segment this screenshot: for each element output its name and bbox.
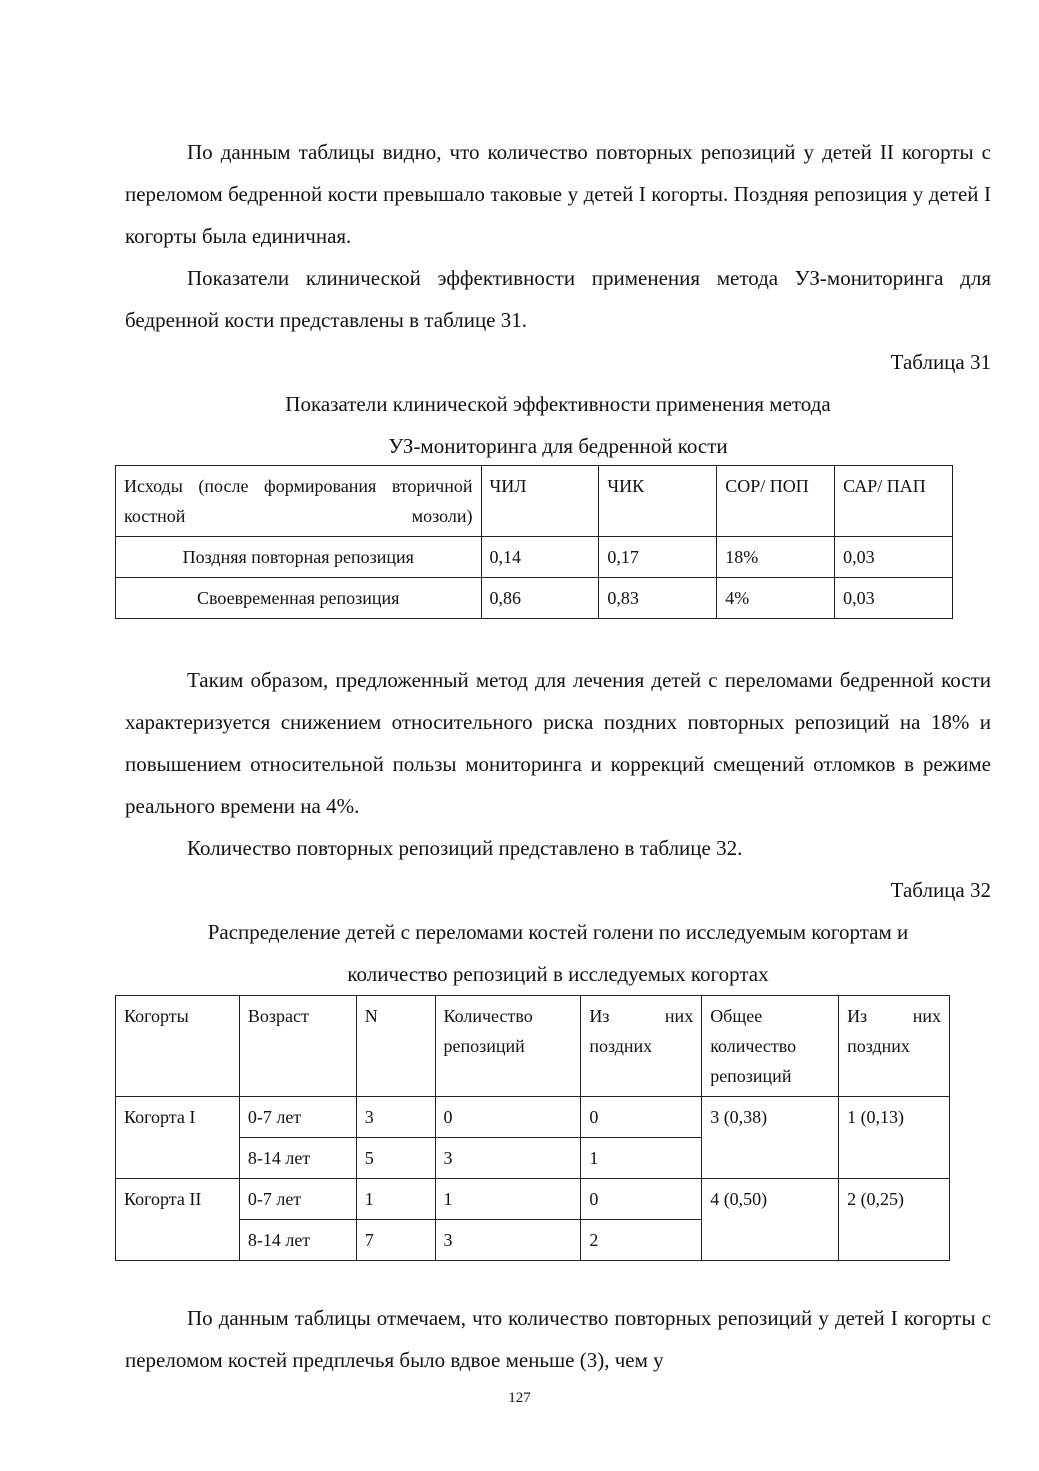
table-cell: 0,17 <box>599 537 717 578</box>
table-cell: Своевременная репозиция <box>116 578 482 619</box>
table-row <box>116 578 953 619</box>
table-cell: 8-14 лет <box>239 1220 356 1261</box>
table-cell: 3 <box>435 1220 581 1261</box>
table-header-cell: ЧИК <box>599 466 717 537</box>
table-cell: 0,03 <box>835 537 953 578</box>
table-title: УЗ-мониторинга для бедренной кости <box>388 434 728 458</box>
table-number: Таблица 32 <box>890 878 991 902</box>
table-title: количество репозиций в исследуемых когортах <box>347 962 769 986</box>
table-number: Таблица 31 <box>890 350 991 374</box>
table-cell: 2 <box>581 1220 702 1261</box>
paragraph: Таким образом, предложенный метод для лечения детей с переломами бедренной кости характеризуется снижением относительного риска поздних повторных репозиций на 18% и повышением относительной пользы мониторинга и коррекций смещений отломков в режиме реального времени на 4%. <box>125 668 991 818</box>
table-cell: 0 <box>435 1097 581 1138</box>
cohort-cell: Когорта I <box>116 1097 240 1179</box>
table-header-cell: Возраст <box>239 996 356 1097</box>
table-title: Показатели клинической эффективности применения метода <box>285 392 831 416</box>
table-header-row <box>116 466 953 537</box>
table-header-cell: САР/ ПАП <box>835 466 953 537</box>
table-cell: 0,14 <box>481 537 599 578</box>
document-page <box>125 131 991 1381</box>
table-header-cell: ЧИЛ <box>481 466 599 537</box>
paragraph: По данным таблицы отмечаем, что количество повторных репозиций у детей I когорты с переломом костей предплечья было вдвое меньше (3), чем у <box>125 1306 991 1372</box>
table-header-cell: СОР/ ПОП <box>717 466 835 537</box>
table-cell: 5 <box>356 1138 435 1179</box>
table-cell: 1 <box>435 1179 581 1220</box>
table-cell: 0 <box>581 1097 702 1138</box>
total-cell: 4 (0,50) <box>702 1179 839 1261</box>
late-total-cell: 2 (0,25) <box>839 1179 950 1261</box>
table-cell: 3 <box>435 1138 581 1179</box>
table-title: Распределение детей с переломами костей голени по исследуемым когортам и <box>207 920 909 944</box>
table-cell: 1 <box>581 1138 702 1179</box>
table-header-cell: Общее количество репозиций <box>702 996 839 1097</box>
table-row <box>116 1179 950 1220</box>
table-32 <box>115 995 950 1261</box>
table-cell: 0,03 <box>835 578 953 619</box>
table-cell: 0-7 лет <box>239 1179 356 1220</box>
table-cell: 8-14 лет <box>239 1138 356 1179</box>
table-cell: 0 <box>581 1179 702 1220</box>
page-number: 127 <box>508 1390 531 1406</box>
table-header-cell: Исходы (после формирования вторичной костной мозоли) <box>116 466 482 537</box>
table-cell: Поздняя повторная репозиция <box>116 537 482 578</box>
table-header-cell: Когорты <box>116 996 240 1097</box>
paragraph: Показатели клинической эффективности применения метода УЗ-мониторинга для бедренной кости представлены в таблице 31. <box>125 266 991 332</box>
table-row <box>116 1097 950 1138</box>
table-row <box>116 537 953 578</box>
table-header-cell: Количество репозиций <box>435 996 581 1097</box>
table-header-cell: Из них поздних <box>839 996 950 1097</box>
table-header-row <box>116 996 950 1097</box>
table-cell: 4% <box>717 578 835 619</box>
table-cell: 3 <box>356 1097 435 1138</box>
cohort-cell: Когорта II <box>116 1179 240 1261</box>
late-total-cell: 1 (0,13) <box>839 1097 950 1179</box>
table-header-cell: N <box>356 996 435 1097</box>
table-cell: 7 <box>356 1220 435 1261</box>
table-cell: 1 <box>356 1179 435 1220</box>
paragraph: Количество повторных репозиций представлено в таблице 32. <box>187 836 743 860</box>
paragraph: По данным таблицы видно, что количество повторных репозиций у детей II когорты с переломом бедренной кости превышало таковые у детей I когорты. Поздняя репозиция у детей I когорты была единичная. <box>125 140 991 248</box>
table-cell: 0,83 <box>599 578 717 619</box>
table-cell: 0,86 <box>481 578 599 619</box>
total-cell: 3 (0,38) <box>702 1097 839 1179</box>
table-header-cell: Из них поздних <box>581 996 702 1097</box>
table-31 <box>115 465 953 619</box>
table-cell: 0-7 лет <box>239 1097 356 1138</box>
table-cell: 18% <box>717 537 835 578</box>
